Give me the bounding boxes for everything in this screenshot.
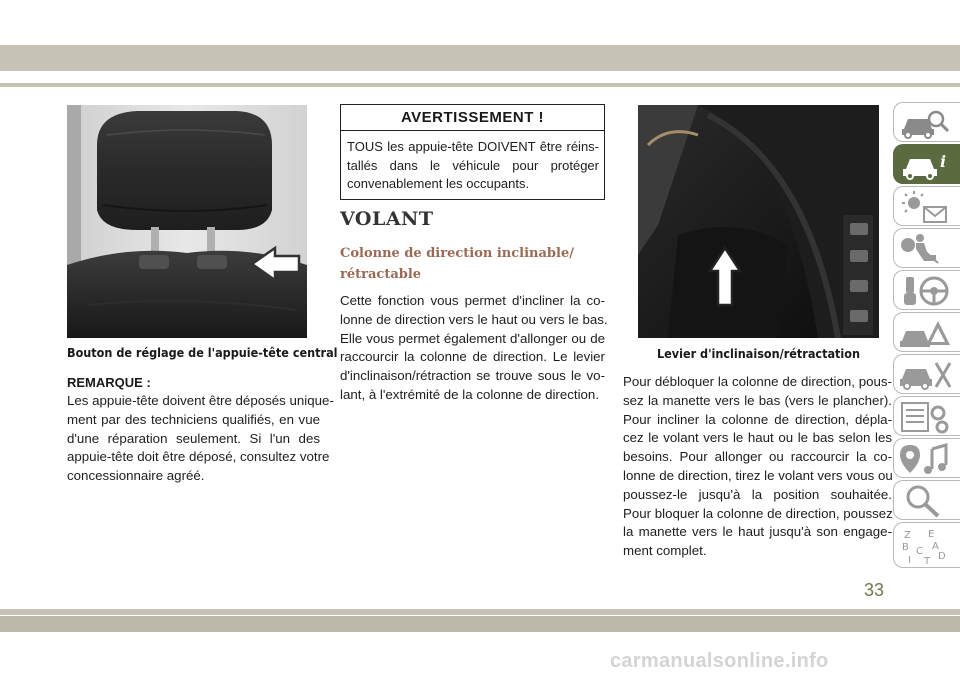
index-letter: E (928, 529, 935, 540)
header-band (0, 45, 960, 71)
section-body (340, 292, 608, 405)
tab-car-info[interactable] (893, 144, 960, 184)
remark-line: appuie-tête doit être déposé, consultez votre (67, 449, 330, 465)
right-column-line: Pour incliner la colonne de direction, dépla- (623, 411, 892, 427)
section-subtitle-line: rétractable (340, 267, 422, 282)
warning-light-message-icon (898, 189, 954, 225)
index-letter: D (938, 551, 946, 562)
steering-lever-photo (638, 105, 879, 338)
tab-car-tools[interactable] (893, 354, 960, 394)
warning-box (340, 104, 605, 200)
warning-text (347, 138, 599, 194)
right-column-line: lonne de direction, tirez le volant vers vous ou (623, 467, 893, 483)
remark-line: Les appuie-tête doivent être déposés unique- (67, 393, 334, 408)
right-column-line: Pour débloquer la colonne de direction, pous- (623, 374, 892, 389)
index-letter: Z (904, 530, 911, 541)
section-body-line: lant, à l'extrémité de la colonne de direction. (340, 386, 600, 402)
index-letter: C (916, 546, 923, 557)
warning-title: AVERTISSEMENT ! (341, 105, 604, 131)
tab-key-steering[interactable] (893, 270, 960, 310)
header-rule (0, 83, 960, 87)
right-column-line: la manette vers le haut jusqu'à son engage- (623, 524, 892, 540)
seat-airbag-icon (898, 231, 954, 267)
index-letter: A (932, 541, 939, 552)
section-title: VOLANT (340, 208, 434, 230)
section-body-line: Cette fonction vous permet d'incliner la co- (340, 293, 605, 308)
index-letter: T (924, 556, 931, 567)
tab-specifications[interactable] (893, 396, 960, 436)
tab-index[interactable] (893, 522, 960, 568)
tab-search[interactable] (893, 480, 960, 520)
right-column-text (623, 373, 892, 561)
index-letter: I (908, 555, 911, 566)
car-magnifier-icon (898, 105, 954, 141)
key-steering-wheel-icon (898, 273, 954, 309)
right-column-line: poussez-le jusqu'à la position souhaitée. (623, 486, 892, 502)
footer-band (0, 609, 960, 615)
headrest-photo (67, 105, 307, 338)
right-column-line: besoins. Pour allonger ou raccourcir la co- (623, 449, 892, 465)
section-body-line: raccourcir la colonne de direction. Le levier (340, 349, 605, 365)
index-letter: B (902, 542, 909, 553)
remark-text (67, 392, 334, 486)
right-photo-caption: Levier d'inclinaison/rétractation (656, 346, 861, 361)
tab-seat-airbag[interactable] (893, 228, 960, 268)
car-tools-icon (898, 357, 954, 393)
section-body-line: lonne de direction vers le haut ou vers le bas. (340, 311, 608, 327)
warning-line: convenablement les occupants. (347, 176, 530, 191)
remark-line: concessionnaire agréé. (67, 468, 205, 484)
remark-line: ment par des techniciens qualifiés, en vue (67, 411, 320, 427)
warning-line: TOUS les appuie-tête DOIVENT être réins- (347, 139, 599, 154)
list-gears-icon (898, 399, 954, 435)
car-info-icon (898, 147, 954, 183)
section-subtitle (340, 243, 610, 285)
tab-car-magnifier[interactable] (893, 102, 960, 142)
tab-multimedia[interactable] (893, 438, 960, 478)
tab-warning-messages[interactable] (893, 186, 960, 226)
page-number: 33 (864, 580, 885, 600)
remark-line: d'une réparation seulement. Si l'un des (67, 430, 320, 446)
tab-roadside[interactable] (893, 312, 960, 352)
section-body-line: Elle vous permet également d'allonger ou de (340, 330, 605, 346)
music-navigation-icon (898, 441, 954, 477)
alphabet-index-icon (898, 525, 954, 567)
magnifier-icon (898, 483, 954, 519)
left-photo-caption: Bouton de réglage de l'appuie-tête central (67, 345, 338, 360)
warning-line: tallés dans le véhicule pour protéger (347, 157, 599, 173)
car-roadside-warning-icon (898, 315, 954, 351)
right-column-line: cez le volant vers le haut ou le bas selon les (623, 430, 892, 446)
footer-band-dark (0, 616, 960, 632)
watermark: carmanualsonline.info (610, 650, 829, 672)
right-column-line: sez la manette vers le bas (vers le plancher). (623, 392, 892, 408)
section-subtitle-line: Colonne de direction inclinable/ (340, 246, 574, 261)
right-column-line: Pour bloquer la colonne de direction, poussez (623, 505, 893, 521)
section-body-line: d'inclinaison/rétraction se trouve sous le vo- (340, 368, 605, 384)
right-column-line: ment complet. (623, 543, 707, 559)
svg-text:i: i (940, 152, 947, 171)
remark-heading: REMARQUE : (67, 375, 151, 390)
